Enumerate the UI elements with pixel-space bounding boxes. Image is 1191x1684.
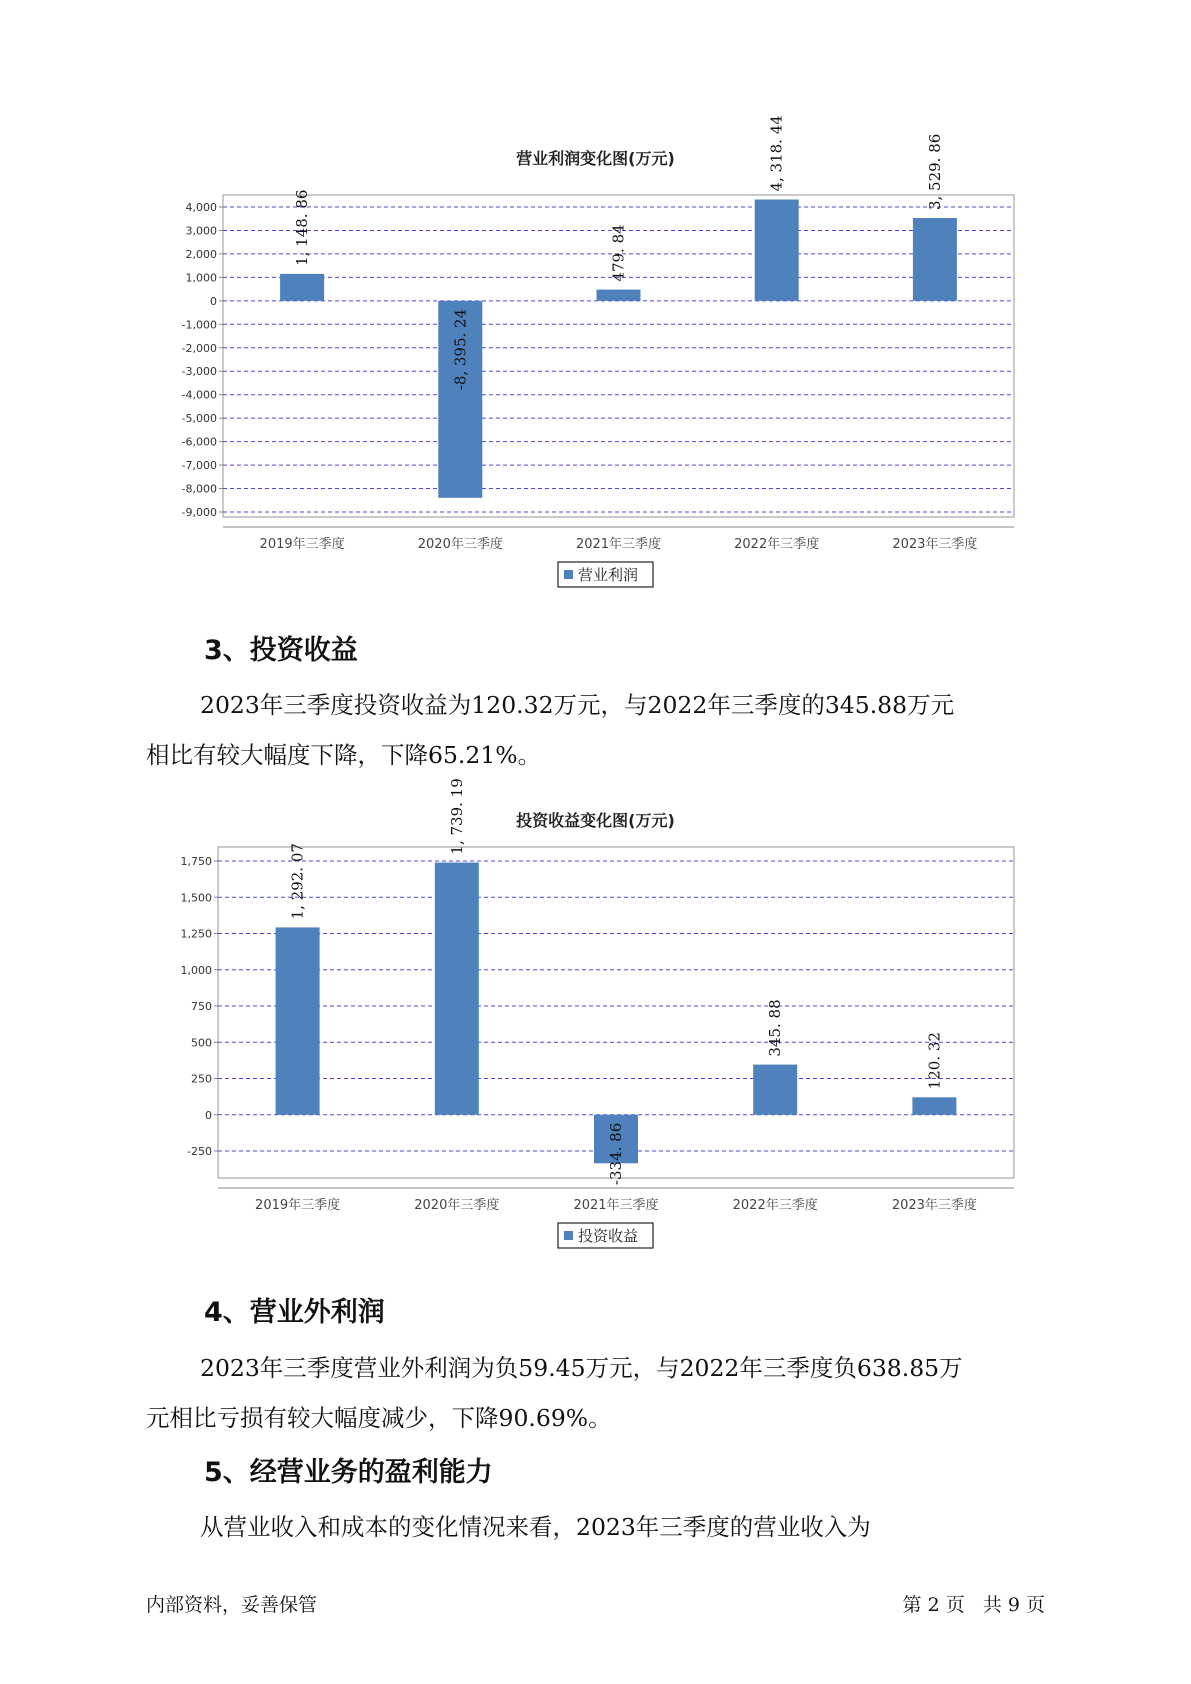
bar-value-label: 120. 32 [925, 1032, 944, 1090]
bar-value-label: 345. 88 [766, 999, 785, 1057]
y-tick-label: 250 [191, 1072, 212, 1086]
section-3-line-2: 相比有较大幅度下降，下降65.21%。 [146, 741, 542, 769]
x-category-label: 2023年三季度 [891, 1198, 977, 1213]
section-3-line-1: 2023年三季度投资收益为120.32万元，与2022年三季度的345.88万元 [200, 691, 955, 719]
bar-value-label: -8, 395. 24 [451, 308, 470, 391]
section-4-line-1: 2023年三季度营业外利润为负59.45万元，与2022年三季度负638.85万 [200, 1354, 963, 1382]
section-4-heading: 4、营业外利润 [204, 1297, 385, 1328]
footer-page-number: 第 2 页 共 9 页 [902, 1594, 1045, 1616]
x-category-label: 2019年三季度 [259, 537, 345, 552]
chart1-title: 营业利润变化图(万元) [516, 149, 675, 168]
y-tick-label: -2,000 [181, 341, 217, 355]
section-5-line-1: 从营业收入和成本的变化情况来看，2023年三季度的营业收入为 [200, 1513, 871, 1541]
section-5-paragraph [146, 1502, 1046, 1552]
x-category-label: 2019年三季度 [255, 1198, 341, 1213]
chart2-title: 投资收益变化图(万元) [516, 811, 675, 830]
bar [753, 1065, 797, 1115]
y-tick-label: 0 [205, 1108, 212, 1122]
x-category-label: 2023年三季度 [892, 537, 978, 552]
section-3-heading: 3、投资收益 [204, 635, 358, 666]
y-tick-label: -8,000 [181, 482, 217, 496]
legend-label: 营业利润 [578, 566, 639, 584]
legend-swatch [564, 1231, 573, 1240]
bar-value-label: 479. 84 [609, 224, 628, 282]
x-category-label: 2020年三季度 [414, 1198, 500, 1213]
y-tick-label: 0 [210, 294, 217, 308]
y-tick-label: 1,250 [180, 927, 212, 941]
y-tick-label: 1,000 [180, 963, 212, 977]
footer-confidential-note: 内部资料，妥善保管 [146, 1594, 318, 1616]
bar-value-label: 1, 148. 86 [293, 189, 312, 266]
y-tick-label: -9,000 [181, 506, 217, 519]
legend-label: 投资收益 [578, 1227, 639, 1245]
y-tick-label: 2,000 [185, 247, 217, 261]
x-category-label: 2021年三季度 [573, 1198, 659, 1213]
bar-value-label: 4, 318. 44 [767, 115, 786, 192]
y-tick-label: 4,000 [185, 201, 217, 214]
bar-value-label: 1, 292. 07 [288, 843, 307, 920]
y-tick-label: -4,000 [181, 388, 217, 402]
y-tick-label: 750 [191, 1000, 212, 1013]
bar [276, 927, 320, 1114]
section-4-paragraph [146, 1343, 1046, 1443]
bar [912, 1097, 956, 1114]
y-tick-label: 1,750 [180, 855, 212, 868]
x-category-label: 2020年三季度 [417, 537, 503, 552]
y-tick-label: 500 [191, 1036, 212, 1050]
bar [435, 863, 479, 1115]
y-tick-label: -6,000 [181, 435, 217, 449]
y-tick-label: -7,000 [181, 459, 217, 473]
bar-value-label: 1, 739. 19 [447, 778, 466, 855]
y-tick-label: -3,000 [181, 365, 217, 379]
x-category-label: 2022年三季度 [734, 537, 820, 552]
y-tick-label: 1,500 [180, 891, 212, 905]
bar-value-label: -334. 86 [607, 1122, 625, 1186]
x-category-label: 2021年三季度 [575, 537, 662, 552]
bar-value-label: 3, 529. 86 [925, 133, 944, 211]
y-tick-label: -250 [187, 1145, 212, 1158]
x-category-label: 2022年三季度 [732, 1198, 818, 1213]
section-5-heading: 5、经营业务的盈利能力 [204, 1457, 493, 1488]
y-tick-label: 1,000 [185, 271, 217, 285]
y-tick-label: 3,000 [185, 224, 217, 238]
section-4-line-2: 元相比亏损有较大幅度减少，下降90.69%。 [146, 1404, 612, 1432]
y-tick-label: -1,000 [181, 318, 217, 332]
y-tick-label: -5,000 [181, 412, 217, 426]
